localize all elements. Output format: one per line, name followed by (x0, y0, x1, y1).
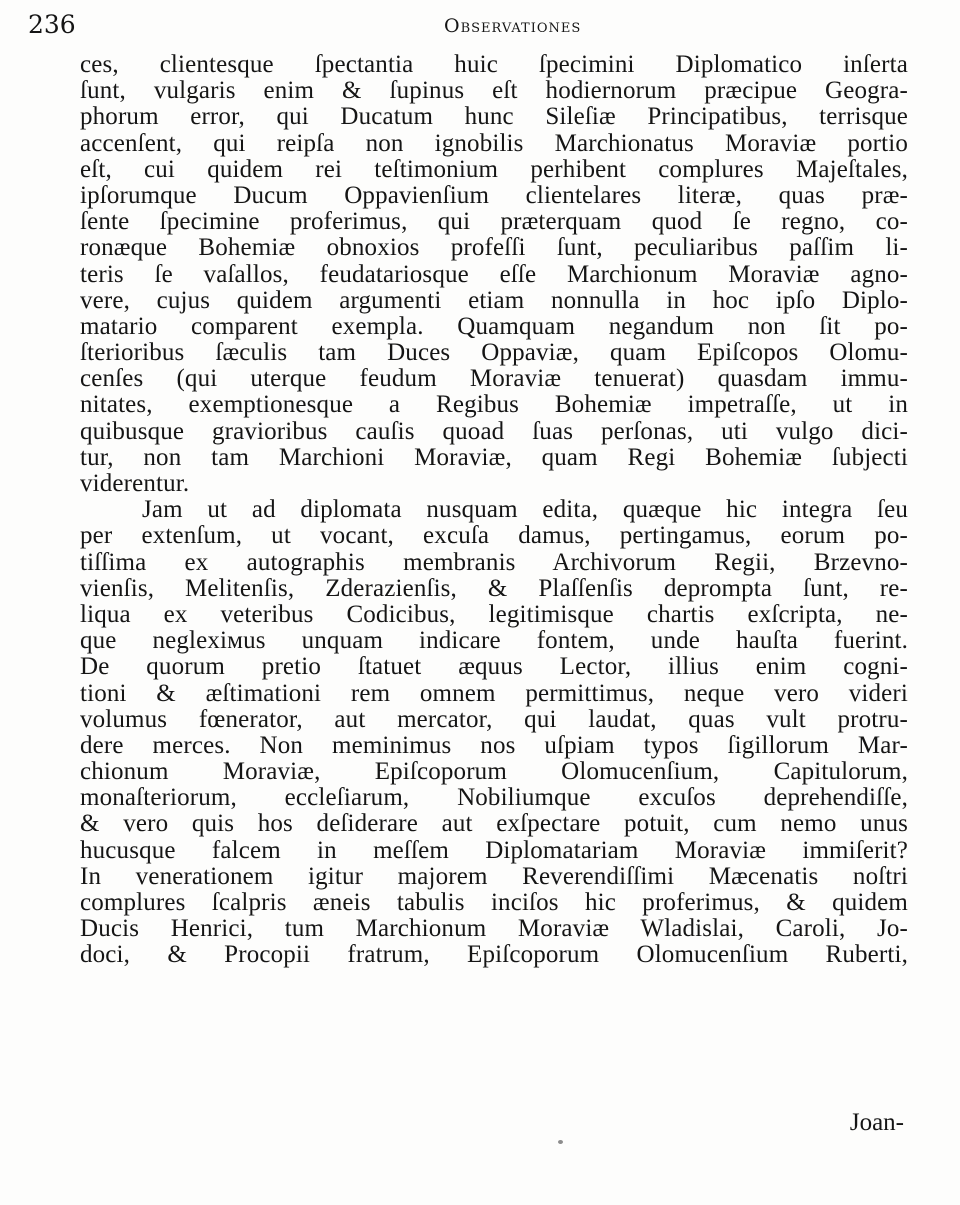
body-text (80, 52, 908, 969)
text-line: per extenſum, ut vocant, excuſa damus, pertingamus, eorum po- (80, 522, 908, 550)
page-header (28, 8, 900, 48)
page-number: 236 (28, 10, 76, 39)
text-line: hucusque falcem in meſſem Diplomatariam Moraviæ immiſerit? (80, 836, 908, 864)
text-line: De quorum pretio ſtatuet æquus Lector, illius enim cogni- (80, 653, 908, 681)
running-title: Observationes (444, 15, 582, 37)
text-line: cenſes (qui uterque feudum Moraviæ tenuerat) quasdam immu- (80, 365, 908, 393)
text-line: ſterioribus ſæculis tam Duces Oppaviæ, quam Epiſcopos Olomu- (80, 339, 908, 367)
paragraph (80, 497, 908, 968)
ink-speck (558, 1140, 563, 1144)
text-line: eſt, cui quidem rei teſtimonium perhibent complures Majeſtales, (80, 155, 908, 183)
text-line: dere merces. Non meminimus nos uſpiam typos ſigillorum Mar- (80, 731, 908, 759)
text-line: teris ſe vaſallos, feudatariosque eſſe Marchionum Moraviæ agno- (80, 260, 908, 288)
text-line: tioni & æſtimationi rem omnem permittimus, neque vero videri (80, 679, 908, 707)
text-line: ronæque Bohemiæ obnoxios profeſſi ſunt, peculiaribus paſſim li- (80, 234, 908, 262)
text-line: vienſis, Melitenſis, Zderazienſis, & Plaſſenſis deprompta ſunt, re- (80, 574, 908, 602)
text-line: In venerationem igitur majorem Reverendiſſimi Mæcenatis noſtri (80, 862, 908, 890)
text-line: Jam ut ad diplomata nusquam edita, quæque hic integra ſeu (142, 496, 908, 524)
text-line: ſunt, vulgaris enim & ſupinus eſt hodiernorum præcipue Geogra- (80, 77, 908, 105)
text-line: monaſteriorum, eccleſiarum, Nobiliumque excuſos deprehendiſſe, (80, 784, 908, 812)
text-line: doci, & Procopii fratrum, Epiſcoporum Olomucenſium Ruberti, (80, 941, 908, 969)
text-line: ces, clientesque ſpectantia huic ſpecimini Diplomatico inſerta (80, 51, 908, 78)
text-line: nitates, exemptionesque a Regibus Bohemiæ impetraſſe, ut in (80, 391, 908, 419)
text-line: Ducis Henrici, tum Marchionum Moraviæ Wladislai, Caroli, Jo- (80, 915, 908, 943)
text-line: tiſſima ex autographis membranis Archivorum Regii, Brzevno- (80, 548, 908, 576)
text-line: ipſorumque Ducum Oppavienſium clientelares literæ, quas præ- (80, 181, 908, 209)
text-line: volumus fœnerator, aut mercator, qui laudat, quas vult protru- (80, 705, 908, 733)
text-line: phorum error, qui Ducatum hunc Sileſiæ Principatibus, terrisque (80, 103, 908, 131)
text-line: liqua ex veteribus Codicibus, legitimisque chartis exſcripta, ne- (80, 600, 908, 628)
text-line: tur, non tam Marchioni Moraviæ, quam Regi Bohemiæ ſubjecti (80, 443, 908, 471)
text-line: que neglexiмus unquam indicare fontem, unde hauſta fuerint. (80, 627, 908, 655)
text-line: accenſent, qui reipſa non ignobilis Marchionatus Moraviæ portio (80, 129, 908, 157)
text-line: & vero quis hos deſiderare aut exſpectare potuit, cum nemo unus (80, 810, 908, 838)
text-line: viderentur. (80, 470, 190, 497)
text-line: matario comparent exempla. Quamquam negandum non ſit po- (80, 312, 908, 340)
paragraph (80, 52, 908, 497)
text-line: complures ſcalpris æneis tabulis inciſos hic proferimus, & quidem (80, 889, 908, 916)
text-line: vere, cujus quidem argumenti etiam nonnulla in hoc ipſo Diplo- (80, 286, 908, 314)
text-line: quibusque gravioribus cauſis quoad ſuas perſonas, uti vulgo dici- (80, 417, 908, 445)
catchword: Joan- (849, 1109, 904, 1136)
text-line: ſente ſpecimine proferimus, qui præterquam quod ſe regno, co- (80, 208, 908, 236)
text-line: chionum Moraviæ, Epiſcoporum Olomucenſium, Capitulorum, (80, 758, 908, 786)
